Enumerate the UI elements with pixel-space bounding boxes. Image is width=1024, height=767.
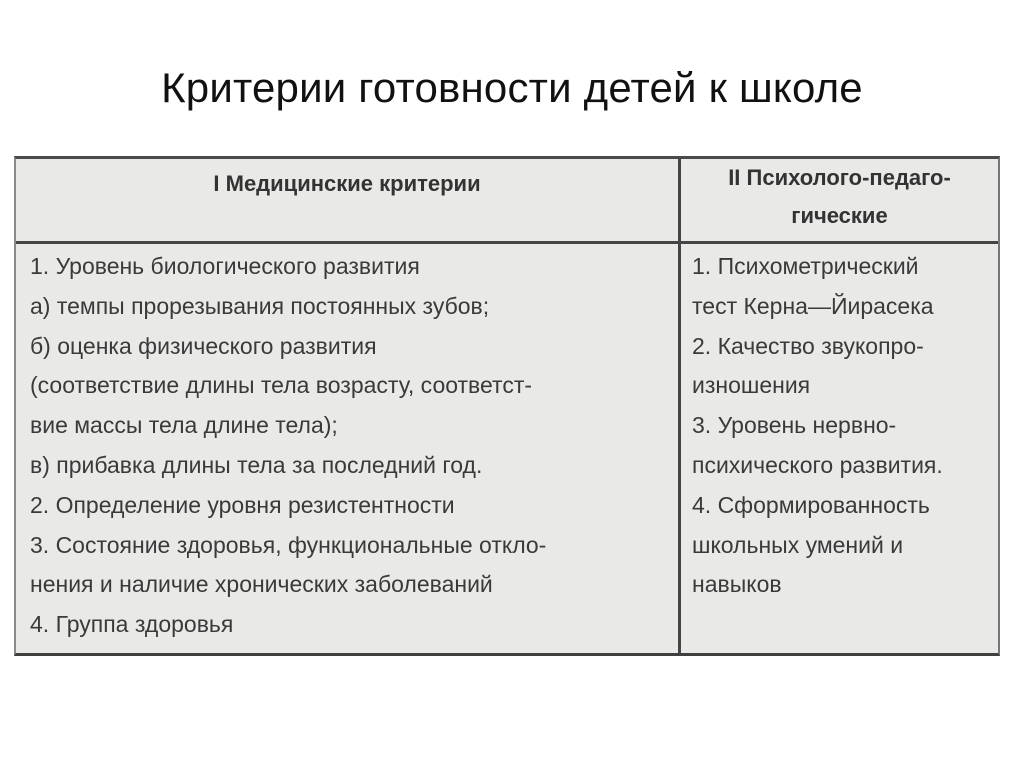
medical-line: 4. Группа здоровья	[30, 611, 234, 638]
header-divider	[16, 241, 998, 244]
psych-line: 1. Психометрический	[692, 253, 919, 279]
psych-line: тест Керна—Йирасека	[692, 292, 934, 319]
psych-pedagogical-criteria-cell	[692, 247, 992, 605]
medical-criteria-cell	[30, 247, 670, 645]
psych-line: 2. Качество звукопро-	[692, 332, 924, 359]
psych-line: навыков	[692, 571, 782, 598]
medical-line: (соответствие длины тела возрасту, соответст-	[30, 372, 533, 399]
column-divider	[678, 159, 681, 653]
medical-line: вие массы тела длине тела);	[30, 412, 338, 439]
psych-line: психического развития.	[692, 451, 943, 478]
header-medical-criteria: I Медицинские критерии	[213, 171, 481, 196]
criteria-table	[14, 156, 1000, 656]
medical-line: 3. Состояние здоровья, функциональные откло-	[30, 531, 547, 558]
psych-line: школьных умений и	[692, 531, 904, 558]
psych-line: 3. Уровень нервно-	[692, 412, 897, 439]
medical-line: а) темпы прорезывания постоянных зубов;	[30, 292, 490, 319]
medical-line: нения и наличие хронических заболеваний	[30, 571, 493, 598]
medical-line: 2. Определение уровня резистентности	[30, 491, 455, 518]
medical-line: б) оценка физического развития	[30, 332, 377, 359]
medical-line: 1. Уровень биологического развития	[30, 253, 420, 279]
header-psych-pedagogical-criteria: II Психолого-педаго- гические	[728, 165, 951, 228]
psych-line: изношения	[692, 372, 811, 399]
slide-title: Критерии готовности детей к школе	[161, 64, 863, 111]
psych-line: 4. Сформированность	[692, 491, 930, 518]
medical-line: в) прибавка длины тела за последний год.	[30, 451, 483, 478]
